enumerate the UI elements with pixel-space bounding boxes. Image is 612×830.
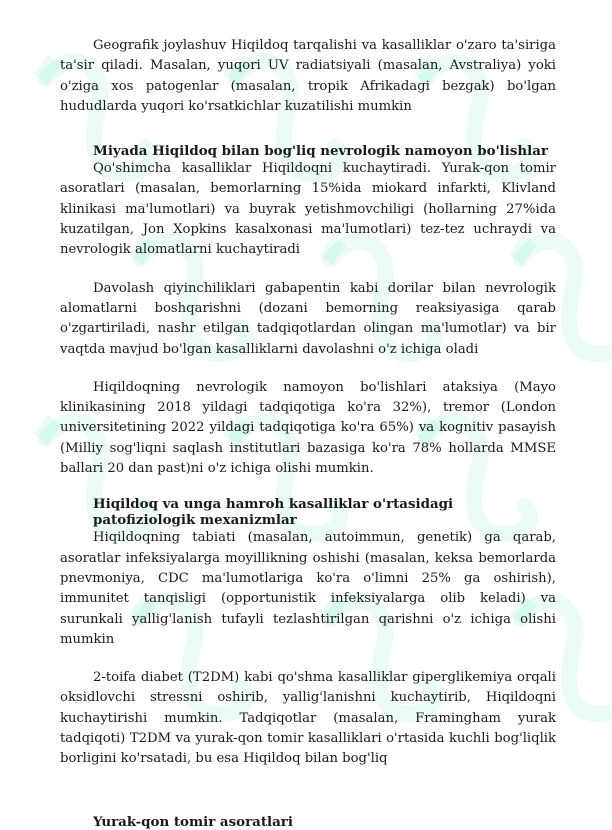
document-body: [60, 36, 556, 830]
paragraph-neuro-manifestations: Hiqildoqning nevrologik namoyon bo'lishlari ataksiya (Mayo klinikasining 2018 yildagi tadqiqotiga ko'ra 32%), tremor (London universitetining 2022 yildagi tadqiqotiga ko'ra 65%) va kognitiv pasayish (Milliy sog'liqni saqlash institutlari bazasiga ko'ra 78% hollarda MMSE ballari 20 dan past)ni o'z ichiga olishi mumkin.: [60, 379, 556, 477]
paragraph-comorbidities: Qo'shimcha kasalliklar Hiqildoqni kuchaytiradi. Yurak-qon tomir asoratlari (masalan, bemorlarning 15%ida miokard infarkti, Klivland klinikasi ma'lumotlari) va buyrak yetishmovchiligi (hollarning 27%ida kuzatilgan, Jon Xopkins kasalxonasi ma'lumotlari) tez-tez uchraydi va nevrologik alomatlarni kuchaytiradi: [60, 161, 556, 258]
paragraph-nature: Hiqildoqning tabiati (masalan, autoimmun, genetik) ga qarab, asoratlar infeksiyalarga moyillikning oshishi (masalan, keksa bemorlarda pnevmoniya, CDC ma'lumotlariga ko'ra o'limni 25% ga oshirish), immunitet tanqisligi (opportunistik infeksiyalarga olib keladi) va surunkali yallig'lanish tufayli tezlashtirilgan qarishni o'z ichiga olishi mumkin: [60, 530, 556, 647]
paragraph-diabetes: 2-toifa diabet (T2DM) kabi qo'shma kasalliklar giperglikemiya orqali oksidlovchi stressni oshirib, yallig'lanishni kuchaytirib, Hiqildoqni kuchaytirishi mumkin. Tadqiqotlar (masalan, Framingham yurak tadqiqoti) T2DM va yurak-qon tomir kasalliklari o'rtasida kuchli bog'liqlik borligini ko'rsatadi, bu esa Hiqildoq bilan bog'liq: [60, 670, 556, 767]
paragraph-treatment: Davolash qiyinchiliklari gabapentin kabi dorilar bilan nevrologik alomatlarni boshqarishni (dozani bemorning reaksiyasiga qarab o'zgartiriladi, nashr etilgan tadqiqotlardan olingan ma'lumotlar) va bir vaqtda mavjud bo'lgan kasalliklarni davolashni o'z ichiga oladi: [60, 280, 556, 357]
section-heading-neurological: Miyada Hiqildoq bilan bog'liq nevrologik namoyon bo'lishlar: [93, 143, 548, 160]
section-heading-cardiovascular: Yurak-qon tomir asoratlari: [93, 813, 293, 830]
section-heading-pathophysiology: Hiqildoq va unga hamroh kasalliklar o'rtasidagi patofiziologik mexanizmlar: [93, 496, 454, 529]
paragraph-geography: Geografik joylashuv Hiqildoq tarqalishi va kasalliklar o'zaro ta'siriga ta'sir qiladi. Masalan, yuqori UV radiatsiyali (masalan, Avstraliya) yoki o'ziga xos patogenlar (masalan, tropik Afrikadagi bezgak) bo'lgan hududlarda yuqori ko'rsatkichlar kuzatilishi mumkin: [60, 38, 556, 114]
